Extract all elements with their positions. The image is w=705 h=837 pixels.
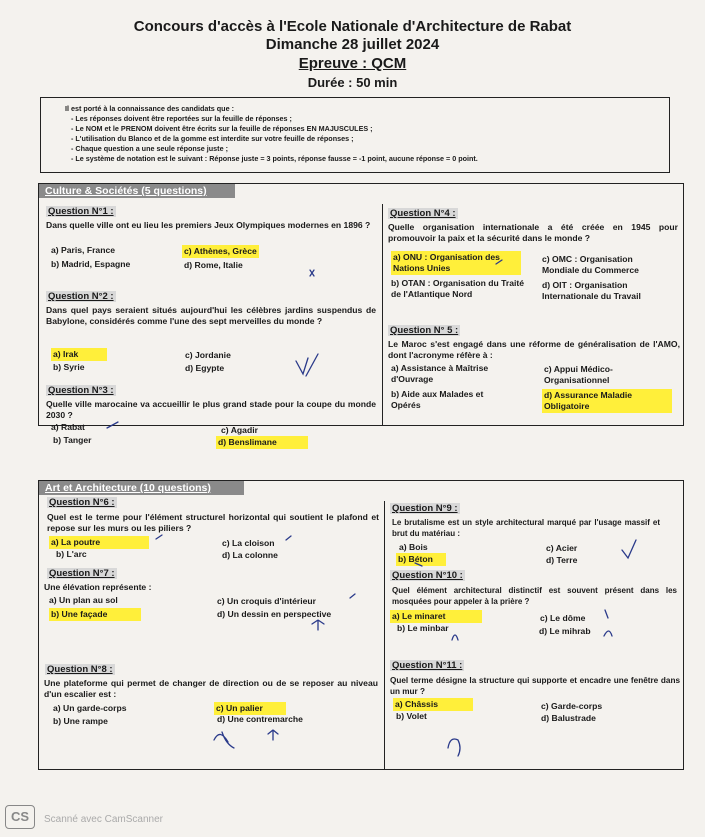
question-4-label: Question N°4 : — [390, 208, 456, 219]
question-4-option-d: d) OIT : Organisation Internationale du Travail — [542, 280, 641, 301]
instruction-item: - Les réponses doivent être reportées sur la feuille de réponses ; — [71, 114, 292, 123]
question-11-option-d: d) Balustrade — [541, 713, 596, 723]
question-9-option-a: a) Bois — [399, 542, 428, 552]
question-11-option-a: a) Châssis — [393, 698, 473, 711]
exam-date: Dimanche 28 juillet 2024 — [265, 36, 440, 53]
question-7-text: Une élévation représente : — [44, 582, 152, 592]
question-7-option-b: b) Une façade — [49, 608, 141, 621]
instruction-item: - L'utilisation du Blanco et de la gomme est interdite sur votre feuille de réponses ; — [71, 134, 354, 143]
question-4-option-a: a) ONU : Organisation des Nations Unies — [391, 251, 521, 275]
question-1-text: Dans quelle ville ont eu lieu les premiers Jeux Olympiques modernes en 1896 ? — [46, 220, 371, 230]
exam-duration: Durée : 50 min — [307, 75, 398, 90]
question-2-label: Question N°2 : — [48, 291, 114, 302]
question-2-text: Dans quel pays seraient situés aujourd'hui les célèbres jardins suspendus de Babylone, considérés comme l'une des sept merveilles du monde ? — [46, 305, 376, 326]
camscanner-logo: CS — [5, 805, 35, 829]
question-8-option-b: b) Une rampe — [53, 716, 108, 726]
question-6-option-b: b) L'arc — [56, 549, 87, 559]
question-3-option-b: b) Tanger — [53, 435, 92, 445]
instruction-item: - Le système de notation est le suivant : Réponse juste = 3 points, réponse fausse = -1 point, aucune réponse = 0 point. — [71, 154, 478, 163]
question-9-text: Le brutalisme est un style architectural marqué par l'usage massif et brut du matériau : — [392, 518, 660, 538]
question-3-option-c: c) Agadir — [221, 425, 258, 435]
question-11-option-b: b) Volet — [396, 711, 427, 721]
question-6-label: Question N°6 : — [49, 497, 115, 508]
instruction-item: - Le NOM et le PRENOM doivent être écrits sur la feuille de réponses EN MAJUSCULES ; — [71, 124, 373, 133]
exam-header — [0, 18, 705, 92]
question-1-option-a: a) Paris, France — [51, 245, 116, 255]
question-8-text: Une plateforme qui permet de changer de direction ou de se reposer au niveau d'un escalier est : — [44, 678, 378, 699]
question-10-label: Question N°10 : — [392, 570, 463, 581]
question-9-option-d: d) Terre — [546, 555, 578, 565]
exam-title: Concours d'accès à l'Ecole Nationale d'Architecture de Rabat — [133, 18, 572, 35]
question-8-label: Question N°8 : — [47, 664, 113, 675]
question-11-text: Quel terme désigne la structure qui supporte et encadre une fenêtre dans un mur ? — [390, 676, 680, 696]
question-10-option-b: b) Le minbar — [397, 623, 449, 633]
section-art-architecture — [38, 480, 684, 770]
question-6-option-d: d) La colonne — [222, 550, 278, 560]
question-7-option-a: a) Un plan au sol — [49, 595, 118, 605]
column-divider — [384, 501, 385, 769]
question-9-option-b: b) Béton — [396, 553, 446, 566]
question-5-text: Le Maroc s'est engagé dans une réforme de généralisation de l'AMO, dont l'acronyme réfère à : — [388, 339, 680, 360]
question-6-option-c: c) La cloison — [222, 538, 275, 548]
question-1-label: Question N°1 : — [48, 206, 114, 217]
question-1-option-d: d) Rome, Italie — [184, 260, 243, 270]
question-2-option-d: d) Egypte — [185, 363, 225, 373]
question-5-option-d: d) Assurance Maladie Obligatoire — [542, 389, 672, 413]
instruction-item: - Chaque question a une seule réponse juste ; — [71, 144, 228, 153]
question-10-option-d: d) Le mihrab — [539, 626, 591, 636]
question-8-option-d: d) Une contremarche — [217, 714, 303, 724]
question-6-text: Quel est le terme pour l'élément structurel horizontal qui soutient le plafond et repose sur les murs ou les piliers ? — [47, 512, 379, 533]
question-1-option-c: c) Athènes, Grèce — [184, 246, 257, 256]
question-11-label: Question N°11 : — [392, 660, 463, 671]
section-culture-societes — [38, 183, 684, 447]
question-2-option-c: c) Jordanie — [185, 350, 231, 360]
question-3-text: Quelle ville marocaine va accueillir le plus grand stade pour la coupe du monde 2030 ? — [46, 399, 376, 420]
question-5-option-c: c) Appui Médico-Organisationnel — [544, 364, 613, 385]
exam-type: Epreuve : QCM — [298, 55, 407, 72]
question-2-option-b: b) Syrie — [53, 362, 85, 372]
question-10-option-c: c) Le dôme — [540, 613, 586, 623]
question-8-option-a: a) Un garde-corps — [53, 703, 127, 713]
instructions-lead: Il est porté à la connaissance des candidats que : — [65, 104, 234, 113]
question-10-option-a: a) Le minaret — [390, 610, 482, 623]
question-5-label: Question N° 5 : — [390, 325, 459, 336]
question-3-label: Question N°3 : — [48, 385, 114, 396]
question-3-option-a: a) Rabat — [51, 422, 85, 432]
question-11-option-c: c) Garde-corps — [541, 701, 603, 711]
camscanner-watermark: Scanné avec CamScanner — [44, 814, 163, 825]
question-4-option-b: b) OTAN : Organisation du Traité de l'Atlantique Nord — [391, 278, 525, 299]
question-1-option-b: b) Madrid, Espagne — [51, 259, 131, 269]
question-7-label: Question N°7 : — [49, 568, 115, 579]
question-10-text: Quel élément architectural distinctif est souvent présent dans les mosquées pour appeler à la prière ? — [392, 586, 677, 606]
instructions-box — [40, 97, 670, 173]
question-2-option-a: a) Irak — [51, 348, 107, 361]
question-9-label: Question N°9 : — [392, 503, 458, 514]
question-7-option-c: c) Un croquis d'intérieur — [217, 596, 316, 606]
question-8-option-c: c) Un palier — [214, 702, 286, 715]
question-3-option-d: d) Benslimane — [216, 436, 308, 449]
question-5-option-a: a) Assistance à Maîtrise d'Ouvrage — [391, 363, 489, 384]
question-4-text: Quelle organisation internationale a été créée en 1945 pour promouvoir la paix et la sécurité dans le monde ? — [388, 222, 678, 243]
question-7-option-d: d) Un dessin en perspective — [217, 609, 332, 619]
question-9-option-c: c) Acier — [546, 543, 578, 553]
section-title: Culture & Sociétés (5 questions) — [39, 184, 235, 198]
question-5-option-b: b) Aide aux Malades et Opérés — [391, 389, 484, 410]
question-6-option-a: a) La poutre — [49, 536, 149, 549]
question-4-option-c: c) OMC : Organisation Mondiale du Commerce — [542, 254, 639, 275]
section-title: Art et Architecture (10 questions) — [39, 481, 244, 495]
column-divider — [382, 204, 383, 425]
